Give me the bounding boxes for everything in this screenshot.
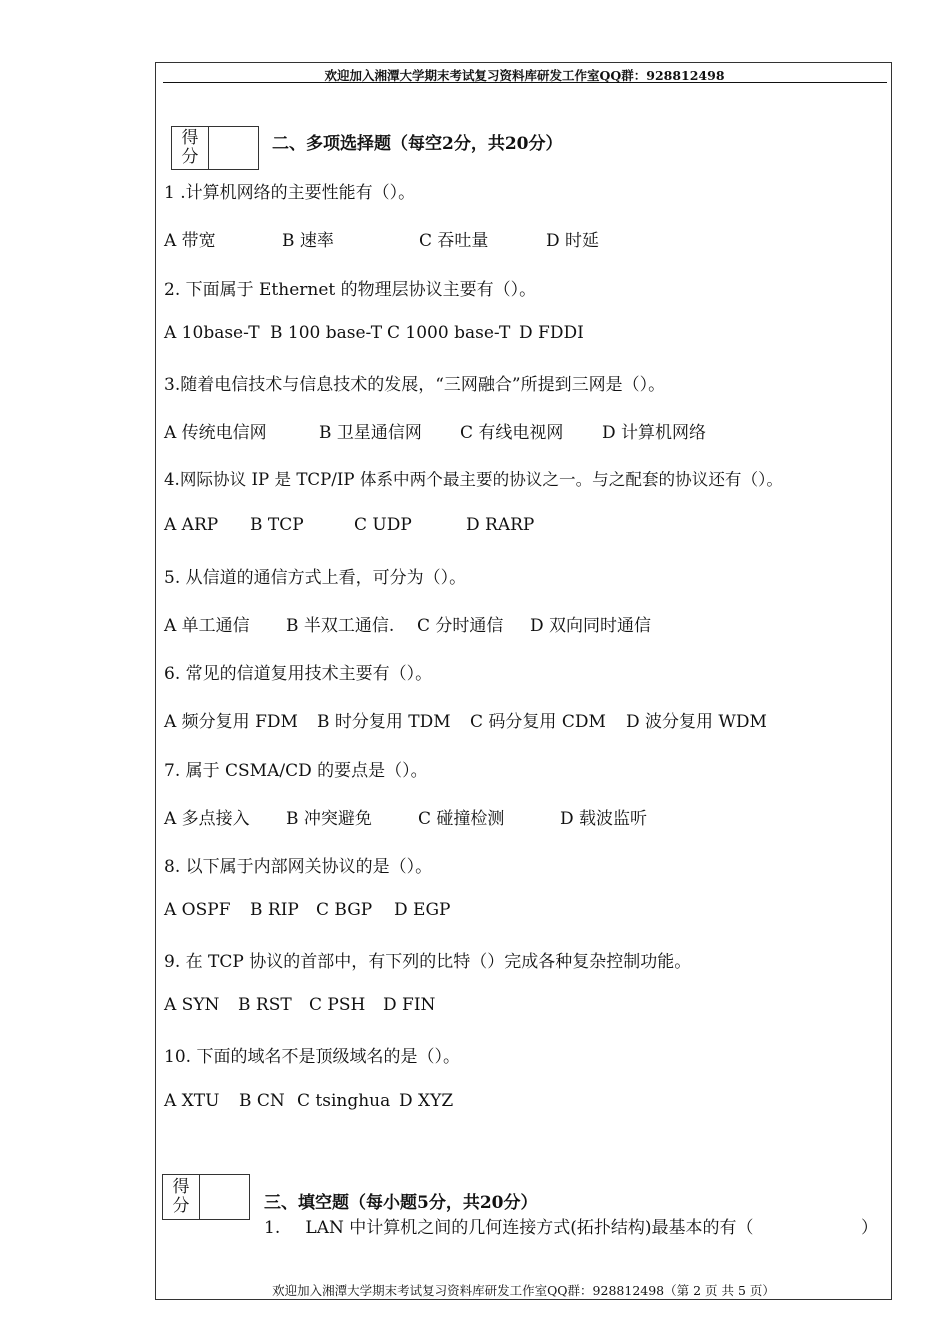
option-b: B RIP xyxy=(250,900,299,920)
score-label-char-1: 得 xyxy=(181,128,199,148)
score-label xyxy=(163,1175,200,1219)
option-d: D 载波监听 xyxy=(560,809,648,829)
fill-question-number: 1. xyxy=(264,1218,281,1238)
option-c: C PSH xyxy=(309,995,366,1015)
score-value-cell[interactable] xyxy=(209,127,258,169)
page-header: 欢迎加入湘潭大学期末考试复习资料库研发工作室QQ群：928812498 xyxy=(324,68,725,83)
option-c: C BGP xyxy=(316,900,373,920)
option-a: A 传统电信网 xyxy=(164,423,267,443)
option-d: D 双向同时通信 xyxy=(530,616,652,636)
question-9: 9. 在 TCP 协议的首部中，有下列的比特（）完成各种复杂控制功能。 xyxy=(164,952,692,972)
option-c: C tsinghua xyxy=(297,1091,391,1111)
option-b: B 速率 xyxy=(282,231,334,251)
option-a: A 带宽 xyxy=(164,231,216,251)
option-b: B 半双工通信. xyxy=(286,616,395,636)
header-rule xyxy=(163,82,887,83)
option-a: A ARP xyxy=(164,515,219,535)
score-label-char-2: 分 xyxy=(172,1196,190,1216)
option-d: D 计算机网络 xyxy=(602,423,707,443)
option-c: C 吞吐量 xyxy=(419,231,489,251)
option-d: D FDDI xyxy=(519,323,584,343)
option-a: A OSPF xyxy=(164,900,231,920)
question-8: 8. 以下属于内部网关协议的是（）。 xyxy=(164,857,433,877)
score-box-section-3 xyxy=(162,1174,250,1220)
question-6: 6. 常见的信道复用技术主要有（）。 xyxy=(164,664,433,684)
option-c: C 有线电视网 xyxy=(460,423,564,443)
fill-answer-blank: ） xyxy=(861,1218,878,1238)
question-4: 4.网际协议 IP 是 TCP/IP 体系中两个最主要的协议之一。与之配套的协议还有（）。 xyxy=(164,470,783,489)
question-5: 5. 从信道的通信方式上看，可分为（）。 xyxy=(164,568,467,588)
option-a: A SYN xyxy=(164,995,220,1015)
option-b: B RST xyxy=(238,995,292,1015)
option-d: D FIN xyxy=(383,995,436,1015)
section-2-title: 二、多项选择题（每空2分，共20分） xyxy=(272,134,563,154)
option-c: C 码分复用 CDM xyxy=(470,712,606,732)
option-d: D 波分复用 WDM xyxy=(626,712,767,732)
option-b: B CN xyxy=(239,1091,285,1111)
option-a: A 单工通信 xyxy=(164,616,250,636)
question-2: 2. 下面属于 Ethernet 的物理层协议主要有（）。 xyxy=(164,280,537,300)
option-d: D EGP xyxy=(394,900,451,920)
option-d: D XYZ xyxy=(399,1091,454,1111)
option-a: A 10base-T xyxy=(164,323,260,343)
option-a: A XTU xyxy=(164,1091,220,1111)
score-label-char-1: 得 xyxy=(172,1177,190,1197)
option-b: B 卫星通信网 xyxy=(319,423,422,443)
option-c: C UDP xyxy=(354,515,412,535)
fill-question-1 xyxy=(264,1213,878,1238)
score-label-char-2: 分 xyxy=(181,147,199,167)
section-3-title: 三、填空题（每小题5分，共20分） xyxy=(264,1193,538,1213)
option-d: D RARP xyxy=(466,515,535,535)
score-label xyxy=(172,127,209,169)
option-d: D 时延 xyxy=(546,231,600,251)
option-a: A 多点接入 xyxy=(164,809,250,829)
fill-question-text: LAN 中计算机之间的几何连接方式(拓扑结构)最基本的有（ xyxy=(305,1218,754,1238)
question-10: 10. 下面的域名不是顶级域名的是（）。 xyxy=(164,1047,460,1067)
option-b: B TCP xyxy=(250,515,304,535)
question-7: 7. 属于 CSMA/CD 的要点是（）。 xyxy=(164,761,428,781)
question-3: 3.随着电信技术与信息技术的发展，“三网融合”所提到三网是（）。 xyxy=(164,375,666,395)
option-c: C 碰撞检测 xyxy=(418,809,505,829)
option-b: B 100 base-T xyxy=(270,323,383,343)
question-1: 1 .计算机网络的主要性能有（）。 xyxy=(164,183,416,203)
option-a: A 频分复用 FDM xyxy=(164,712,298,732)
option-b: B 时分复用 TDM xyxy=(317,712,451,732)
option-c: C 1000 base-T xyxy=(387,323,511,343)
page-footer: 欢迎加入湘潭大学期末考试复习资料库研发工作室QQ群：928812498（第 2 页 共 5 页） xyxy=(272,1283,775,1298)
score-box-section-2 xyxy=(171,126,259,170)
option-b: B 冲突避免 xyxy=(286,809,372,829)
score-value-cell[interactable] xyxy=(200,1175,249,1219)
option-c: C 分时通信 xyxy=(417,616,504,636)
